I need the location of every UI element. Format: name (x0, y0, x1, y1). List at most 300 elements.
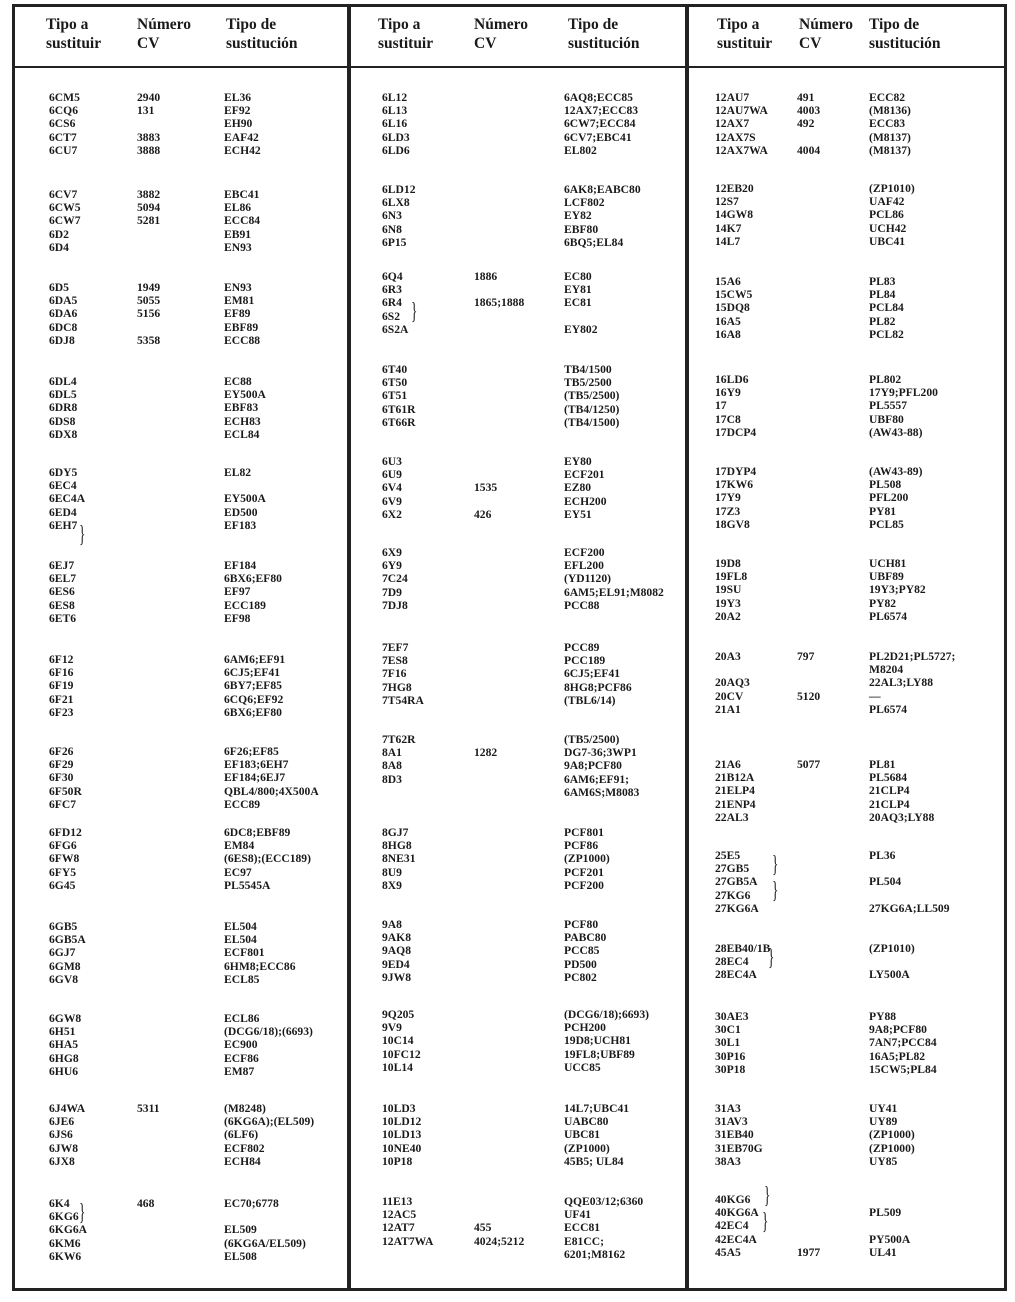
tube-type: 17DYP4 (715, 465, 757, 478)
tube-type: 6H51 (49, 1025, 76, 1039)
table-row (689, 690, 1004, 704)
substitute-type: EBF83 (224, 401, 259, 415)
tube-type: 7F16 (382, 667, 407, 681)
table-row (689, 570, 1004, 584)
tube-type: 10LD13 (382, 1128, 422, 1142)
substitute-type: 6AM6;EF91 (224, 653, 286, 666)
tube-type: 25E5 (715, 849, 741, 862)
table-row (351, 1221, 685, 1235)
substitute-type: PCL85 (869, 517, 904, 531)
tube-type: 12AU7WA (715, 104, 768, 118)
tube-type: 6V9 (382, 494, 402, 508)
table-row (351, 931, 685, 945)
table-row (689, 222, 1004, 236)
tube-type: 17KW6 (715, 478, 754, 492)
substitute-type: (6LF6) (224, 1128, 259, 1142)
tube-type: 6KG6 (49, 1210, 79, 1224)
table-row (15, 666, 347, 680)
substitute-type: 17Y9;PFL200 (869, 386, 938, 400)
table-row (351, 944, 685, 958)
tube-type: 21ENP4 (715, 797, 756, 811)
cv-number: 1865;1888 (474, 296, 525, 310)
tube-type: 6JE6 (49, 1115, 75, 1129)
table-row (15, 839, 347, 853)
grouping-brace: } (772, 852, 779, 878)
tube-type: 31EB40 (715, 1128, 754, 1142)
table-row (351, 1248, 685, 1262)
substitute-type: EAF42 (224, 130, 259, 144)
table-row (689, 811, 1004, 825)
substitute-type: PL84 (869, 288, 896, 302)
substitute-type: ED500 (224, 505, 258, 519)
table-row (689, 889, 1004, 903)
table-row (351, 270, 685, 284)
substitute-type: EM84 (224, 839, 255, 853)
tube-type: 6F12 (49, 653, 74, 666)
table-row (351, 971, 685, 985)
substitute-type: 45B5; UL84 (564, 1154, 624, 1168)
substitute-type: PL509 (869, 1206, 902, 1220)
substitute-type: (TB5/2500) (564, 389, 620, 403)
table-row (351, 958, 685, 972)
substitute-type: (ZP1000) (869, 1128, 915, 1142)
substitute-type: QQE03/12;6360 (564, 1195, 644, 1208)
table-row (689, 557, 1004, 571)
table-row (351, 236, 685, 250)
tube-type: 7HG8 (382, 680, 412, 694)
cv-number: 5311 (137, 1102, 160, 1115)
table-row (15, 771, 347, 785)
table-row (15, 1012, 347, 1026)
substitute-type: EC97 (224, 865, 252, 879)
substitute-type: PL508 (869, 478, 902, 492)
tube-type: 6DX8 (49, 427, 78, 441)
table-row (351, 1155, 685, 1169)
substitute-type: EC88 (224, 375, 252, 388)
tube-type: 10C14 (382, 1034, 414, 1048)
tube-type: 15DQ8 (715, 301, 750, 315)
substitute-type: PL5545A (224, 878, 271, 892)
table-row (351, 572, 685, 586)
header-numero-cv: Número CV (799, 16, 853, 52)
tube-type: 15A6 (715, 275, 741, 288)
substitute-type: PL5557 (869, 399, 908, 413)
table-row (689, 1246, 1004, 1260)
substitute-type: — (869, 689, 881, 703)
table-row (351, 1115, 685, 1129)
tube-type: 14GW8 (715, 208, 754, 222)
table-row (689, 902, 1004, 916)
table-row (351, 416, 685, 430)
table-row (689, 288, 1004, 302)
tube-type: 6D2 (49, 227, 69, 241)
table-row (15, 612, 347, 626)
substitute-type: UBC41 (869, 234, 906, 248)
tube-type: 6X9 (382, 546, 402, 559)
table-row (15, 321, 347, 335)
table-row (351, 508, 685, 522)
cv-number: 492 (797, 117, 815, 131)
table-row (689, 518, 1004, 532)
table-row (689, 491, 1004, 505)
table-row (15, 506, 347, 520)
substitute-type: EFL200 (564, 559, 604, 573)
tube-type: 6P15 (382, 235, 407, 249)
tube-type: 6ET6 (49, 611, 77, 625)
tube-type: 12AT7WA (382, 1234, 434, 1248)
substitute-type: (AW43-88) (869, 425, 923, 439)
table-row (351, 1142, 685, 1156)
tube-type: 7ES8 (382, 654, 408, 668)
substitute-type: PY81 (869, 504, 897, 518)
cv-number: 4004 (797, 143, 821, 157)
tube-type: 6DA6 (49, 307, 78, 321)
substitute-type: LCF802 (564, 196, 605, 210)
substitute-type: EL509 (224, 1223, 257, 1237)
substitute-type: 12AX7;ECC83 (564, 104, 639, 118)
tube-type: 6DJ8 (49, 333, 75, 347)
substitute-type: 9A8;PCF80 (869, 1023, 927, 1037)
substitute-type: 6AM5;EL91;M8082 (564, 585, 664, 599)
substitute-type: ECH200 (564, 494, 607, 508)
table-row (15, 798, 347, 812)
tube-type: 8A8 (382, 759, 402, 773)
substitute-type: (M8137) (869, 130, 911, 144)
table-row (689, 1233, 1004, 1247)
substitute-type: ECF802 (224, 1141, 265, 1155)
tube-type: 6FG6 (49, 839, 77, 853)
substitute-type: 6201;M8162 (564, 1247, 626, 1261)
table-row (351, 196, 685, 210)
cv-number: 2940 (137, 91, 161, 104)
table-row (15, 401, 347, 415)
substitute-type: UCH42 (869, 221, 907, 235)
tube-type: 14L7 (715, 234, 741, 248)
table-row (351, 455, 685, 469)
header-tipo-a-sustituir: Tipo a sustituir (378, 16, 434, 52)
tube-type: 6S2A (382, 322, 409, 336)
table-row (689, 413, 1004, 427)
tube-type: 22AL3 (715, 810, 749, 824)
tube-type: 17Z3 (715, 504, 741, 518)
substitute-type: (TB4/1500) (564, 415, 620, 429)
table-row (351, 323, 685, 337)
table-row (15, 428, 347, 442)
grouping-brace: } (411, 299, 418, 326)
cv-number: 1535 (474, 481, 498, 495)
tube-type: 6DS8 (49, 414, 76, 428)
substitute-type: EF89 (224, 307, 251, 321)
table-row (15, 973, 347, 987)
cv-number: 5120 (797, 689, 821, 703)
substitute-type: 21CLP4 (869, 797, 910, 811)
tube-type: 31AV3 (715, 1115, 748, 1129)
substitute-type: ECH84 (224, 1154, 261, 1168)
header-tipo-a-sustituir: Tipo a sustituir (717, 16, 773, 52)
table-row (15, 1115, 347, 1129)
substitute-type: 6CW7;ECC84 (564, 117, 636, 131)
table-row (351, 599, 685, 613)
tube-type: 6GB5A (49, 933, 86, 947)
substitute-type: ECC84 (224, 214, 261, 228)
substitute-type: ECF801 (224, 946, 265, 960)
table-row (15, 375, 347, 389)
table-row (689, 208, 1004, 222)
substitute-type: (ZP1000) (564, 852, 610, 866)
table-column-3 (686, 4, 1007, 1291)
tube-type: 9Q205 (382, 1008, 415, 1021)
substitute-type: EY82 (564, 209, 592, 223)
table-row (689, 1142, 1004, 1156)
table-row (15, 866, 347, 880)
grouping-brace: } (79, 1200, 86, 1226)
tube-type: 9A8 (382, 918, 402, 931)
table-row (689, 328, 1004, 342)
substitute-type: PL6574 (869, 702, 908, 716)
substitute-type: UCH81 (869, 557, 907, 570)
substitute-type: (6KG6A);(EL509) (224, 1115, 315, 1129)
table-row (351, 839, 685, 853)
substitute-type: EL802 (564, 143, 597, 157)
table-row (689, 1206, 1004, 1220)
tube-type: 30P18 (715, 1062, 746, 1076)
tube-type: 6CV7 (49, 188, 78, 201)
substitute-type: ECC83 (869, 117, 906, 131)
substitute-type: EM81 (224, 294, 255, 308)
tube-type: 40KG6 (715, 1193, 751, 1206)
tube-type: 6T61R (382, 402, 416, 416)
substitute-type: LY500A (869, 968, 910, 982)
tube-type: 12EB20 (715, 182, 754, 195)
tube-type: 6N3 (382, 209, 402, 223)
tube-type: 6CU7 (49, 143, 78, 157)
substitute-type: 6BX6;EF80 (224, 705, 282, 719)
tube-type: 20AQ3 (715, 676, 750, 690)
substitute-type: EC80 (564, 270, 592, 283)
substitute-type: PCL84 (869, 301, 904, 315)
tube-type: 12AT7 (382, 1221, 415, 1235)
tube-type: 42EC4A (715, 1232, 757, 1246)
table-row (689, 758, 1004, 772)
table-row (15, 479, 347, 493)
tube-type: 6X2 (382, 507, 402, 521)
substitute-type: EBF89 (224, 320, 259, 334)
substitute-type: TB4/1500 (564, 363, 612, 376)
table-row (351, 1021, 685, 1035)
table-row (351, 223, 685, 237)
table-row (351, 1102, 685, 1116)
grouping-brace: } (772, 878, 779, 905)
table-row (15, 572, 347, 586)
table-row (689, 182, 1004, 196)
tube-type: 40KG6A (715, 1206, 759, 1220)
substitute-type: EM87 (224, 1064, 255, 1078)
table-row (689, 478, 1004, 492)
substitute-type: 6CV7;EBC41 (564, 130, 632, 144)
table-row (351, 389, 685, 403)
table-row (689, 275, 1004, 289)
table-row (15, 334, 347, 348)
table-row (351, 209, 685, 223)
substitute-type: ECL85 (224, 972, 260, 986)
tube-type: 6HG8 (49, 1051, 79, 1065)
tube-type: 6V4 (382, 481, 402, 495)
substitute-type: PCF80 (564, 918, 599, 931)
substitute-type: PCC85 (564, 944, 600, 958)
tube-type: 8NE31 (382, 852, 416, 866)
table-row (689, 1050, 1004, 1064)
cv-number: 4024;5212 (474, 1234, 525, 1248)
table-row (351, 559, 685, 573)
substitute-type: TB5/2500 (564, 376, 612, 390)
substitute-type: (AW43-89) (869, 465, 923, 478)
tube-type: 42EC4 (715, 1219, 749, 1233)
table-row (15, 785, 347, 799)
table-row (351, 131, 685, 145)
substitute-type: 19FL8;UBF89 (564, 1047, 635, 1061)
substitute-type: PCL82 (869, 327, 904, 341)
table-row (351, 694, 685, 708)
substitute-type: ECH42 (224, 143, 261, 157)
table-row (351, 746, 685, 760)
substitute-type: (6KG6A/EL509) (224, 1236, 306, 1250)
substitute-type: UBF89 (869, 570, 904, 584)
table-row (15, 1210, 347, 1224)
tube-type: 6F23 (49, 705, 74, 719)
substitute-type: 7AN7;PCC84 (869, 1036, 937, 1050)
tube-type: 7DJ8 (382, 598, 408, 612)
tube-type: 6F29 (49, 758, 74, 772)
table-row (15, 852, 347, 866)
substitute-type: PL6574 (869, 609, 908, 623)
substitute-type: ECF201 (564, 468, 605, 482)
tube-type: 12AX7WA (715, 143, 768, 157)
grouping-brace: } (79, 521, 86, 548)
table-row (15, 91, 347, 105)
table-row (15, 519, 347, 533)
table-row (689, 771, 1004, 785)
tube-type: 12S7 (715, 195, 739, 209)
tube-type: 6CS6 (49, 117, 76, 131)
table-row (15, 585, 347, 599)
substitute-type: EC900 (224, 1038, 258, 1052)
table-row (351, 759, 685, 773)
tube-type: 6CT7 (49, 130, 77, 144)
substitute-type: EB91 (224, 227, 252, 241)
table-row (15, 599, 347, 613)
tube-type: 12AU7 (715, 91, 750, 104)
table-row (15, 388, 347, 402)
cv-number: 468 (137, 1197, 155, 1210)
tube-type: 6FC7 (49, 797, 77, 811)
substitute-type: 19D8;UCH81 (564, 1034, 631, 1048)
tube-type: 6N8 (382, 222, 402, 236)
substitute-type: 27KG6A;LL509 (869, 901, 950, 915)
substitute-type: PY82 (869, 596, 897, 610)
substitute-type: EL504 (224, 933, 257, 947)
substitute-type: EBF80 (564, 222, 599, 236)
table-row (689, 301, 1004, 315)
table-row (689, 505, 1004, 519)
substitute-type: 6CJ5;EF41 (564, 667, 621, 681)
table-row (689, 373, 1004, 387)
column-header (351, 7, 685, 68)
substitute-type: ECC82 (869, 91, 906, 104)
cv-number: 5358 (137, 333, 161, 347)
table-row (15, 920, 347, 934)
table-row (351, 117, 685, 131)
substitute-type: 6CQ6;EF92 (224, 692, 284, 706)
table-row (15, 879, 347, 893)
tube-type: 8GJ7 (382, 826, 409, 839)
tube-type: 16Y9 (715, 386, 741, 400)
table-row (15, 826, 347, 840)
cv-number: 131 (137, 104, 155, 118)
table-row (689, 117, 1004, 131)
substitute-type: 15CW5;PL84 (869, 1062, 937, 1076)
substitute-type: 6BX6;EF80 (224, 572, 282, 586)
tube-type: 6U9 (382, 468, 402, 482)
table-column-1 (12, 4, 350, 1291)
table-row (689, 1010, 1004, 1024)
substitute-type: 6AM6;EF91; (564, 772, 630, 786)
tube-type: 17Y9 (715, 491, 741, 505)
tube-type: 6K4 (49, 1197, 70, 1210)
cv-number: 1949 (137, 281, 161, 294)
table-row (15, 1155, 347, 1169)
table-row (351, 546, 685, 560)
tube-type: 6FD12 (49, 826, 82, 839)
tube-type: 6GM8 (49, 959, 81, 973)
tube-type: 6FY5 (49, 865, 77, 879)
tube-type: 27KG6 (715, 888, 751, 902)
tube-type: 6R3 (382, 283, 402, 297)
tube-type: 6JS6 (49, 1128, 73, 1142)
tube-type: 21B12A (715, 771, 755, 785)
substitute-type: E81CC; (564, 1234, 604, 1248)
tube-type: 9AQ8 (382, 944, 411, 958)
tube-type: 6T50 (382, 376, 408, 390)
substitute-type: EF183 (224, 518, 257, 532)
table-row (689, 1102, 1004, 1116)
substitute-type: PC802 (564, 970, 597, 984)
table-row (689, 663, 1004, 677)
tube-type: 6ES6 (49, 585, 75, 599)
substitute-type: ECC189 (224, 598, 266, 612)
table-row (689, 955, 1004, 969)
tube-type: 6EC4A (49, 492, 86, 506)
table-row (15, 706, 347, 720)
tube-type: 27KG6A (715, 901, 759, 915)
tube-type: 10P18 (382, 1154, 413, 1168)
substitute-type: UY89 (869, 1115, 898, 1129)
tube-type: 21A1 (715, 702, 741, 716)
tube-type: 8X9 (382, 878, 402, 892)
table-row (689, 1036, 1004, 1050)
cv-number: 5156 (137, 307, 161, 321)
tube-type: 6KW6 (49, 1249, 82, 1263)
tube-type: 6S2 (382, 309, 401, 323)
table-row (689, 968, 1004, 982)
table-row (689, 703, 1004, 717)
table-row (351, 852, 685, 866)
tube-type: 6EC4 (49, 479, 77, 493)
table-row (351, 1195, 685, 1209)
substitute-type: UL41 (869, 1245, 897, 1259)
table-row (15, 228, 347, 242)
substitute-type: EY80 (564, 455, 592, 468)
grouping-brace: } (768, 945, 775, 971)
